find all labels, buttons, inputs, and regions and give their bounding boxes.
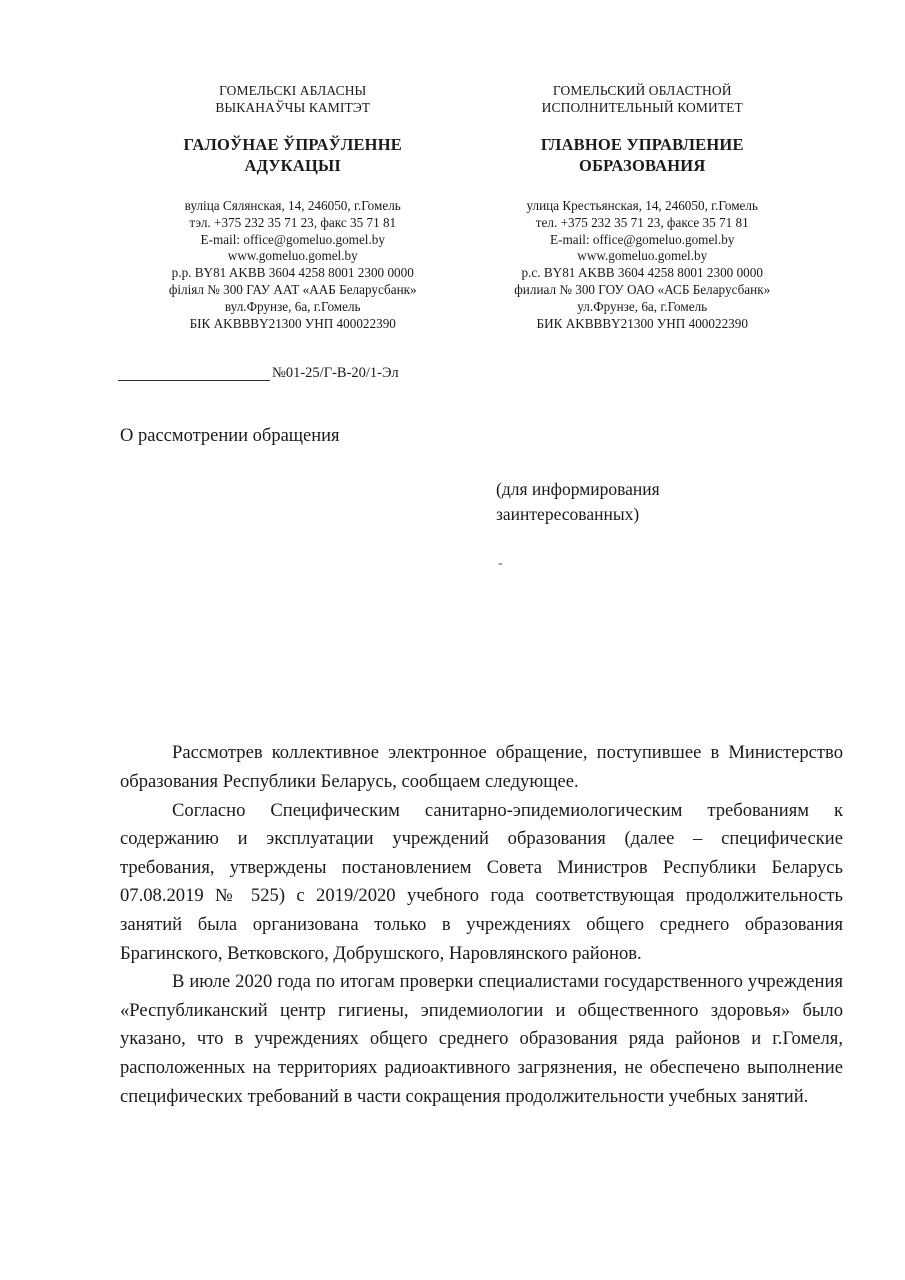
contact-email-ru: E-mail: office@gomeluo.gomel.by: [550, 231, 735, 247]
department-title-line-2: АДУКАЦЫІ: [244, 156, 341, 175]
department-title-line-1: ГАЛОЎНАЕ ЎПРАЎЛЕННЕ: [183, 135, 402, 154]
reference-number: №01-25/Г-В-20/1-Эл: [272, 365, 399, 382]
body-paragraph-1: Рассмотрев коллективное электронное обращение, поступившее в Министерство образования Республики Беларусь, сообщаем следующее.: [120, 742, 843, 792]
org-name-line-1: ГОМЕЛЬСКІ АБЛАСНЫ: [219, 83, 367, 98]
department-title-line-1-ru: ГЛАВНОЕ УПРАВЛЕНИЕ: [540, 135, 744, 154]
contact-bank-codes: БІК AKBBBY21300 УНП 400022390: [189, 315, 396, 331]
addressee-line-1: (для информирования: [496, 479, 660, 500]
contacts-block-right: [468, 198, 818, 332]
contact-bank-codes-ru: БИК AKBBBY21300 УНП 400022390: [536, 315, 748, 331]
contact-website: www.gomeluo.gomel.by: [227, 248, 358, 264]
letterhead-left-belarusian: [118, 82, 468, 332]
contacts-block-left: [118, 198, 468, 332]
contact-bank-address-ru: ул.Фрунзе, 6а, г.Гомель: [577, 298, 708, 314]
contact-phone: тэл. +375 232 35 71 23, факс 35 71 81: [189, 214, 397, 230]
addressee-dash-mark: -: [498, 556, 503, 572]
contact-website-ru: www.gomeluo.gomel.by: [577, 248, 708, 264]
contact-address: вуліца Сялянская, 14, 246050, г.Гомель: [184, 198, 401, 213]
letterhead-right-russian: [468, 82, 818, 332]
addressee-block: [0, 477, 905, 527]
contact-account: р.р. BY81 AKBB 3604 4258 8001 2300 0000: [171, 265, 414, 281]
reference-line: [0, 366, 905, 381]
contact-email: E-mail: office@gomeluo.gomel.by: [200, 231, 385, 247]
contact-account-ru: р.с. BY81 AKBB 3604 4258 8001 2300 0000: [521, 265, 763, 281]
letterhead: [0, 0, 905, 332]
body-paragraph-3: В июле 2020 года по итогам проверки специалистами государственного учреждения «Республиканский центр гигиены, эпидемиологии и общественного здоровья» было указано, что в учреждениях общего среднего образования ряда районов и г.Гомеля, расположенных на территориях радиоактивного загрязнения, не обеспечено выполнение специфических требований в части сокращения продолжительности учебных занятий.: [120, 971, 843, 1107]
document-subject: О рассмотрении обращения: [120, 426, 340, 447]
reference-date-rule: [118, 367, 270, 381]
contact-address-ru: улица Крестьянская, 14, 246050, г.Гомель: [526, 198, 758, 213]
org-name-line-1-ru: ГОМЕЛЬСКИЙ ОБЛАСТНОЙ: [552, 83, 732, 98]
org-name-line-2-ru: ИСПОЛНИТЕЛЬНЫЙ КОМИТЕТ: [541, 100, 743, 115]
department-title-line-2-ru: ОБРАЗОВАНИЯ: [579, 156, 706, 175]
contact-bank-address: вул.Фрунзе, 6а, г.Гомель: [224, 298, 361, 314]
org-name-line-2: ВЫКАНАЎЧЫ КАМІТЭТ: [215, 100, 371, 115]
body-paragraph-2: Согласно Специфическим санитарно-эпидемиологическим требованиям к содержанию и эксплуатации учреждений образования (далее – специфические требования, утверждены постановлением Совета Министров Республики Беларусь 07.08.2019 № 525) с 2019/2020 учебного года соответствующая продолжительность занятий была организована только в учреждениях общего среднего образования Брагинского, Ветковского, Добрушского, Наровлянского районов.: [120, 799, 843, 964]
addressee-line-2: заинтересованных): [496, 504, 640, 525]
document-body: [0, 739, 905, 1111]
contact-bank-branch: філіял № 300 ГАУ ААТ «ААБ Беларусбанк»: [168, 281, 417, 297]
contact-phone-ru: тел. +375 232 35 71 23, факсе 35 71 81: [535, 214, 749, 230]
contact-bank-branch-ru: филиал № 300 ГОУ ОАО «АСБ Беларусбанк»: [514, 281, 771, 297]
